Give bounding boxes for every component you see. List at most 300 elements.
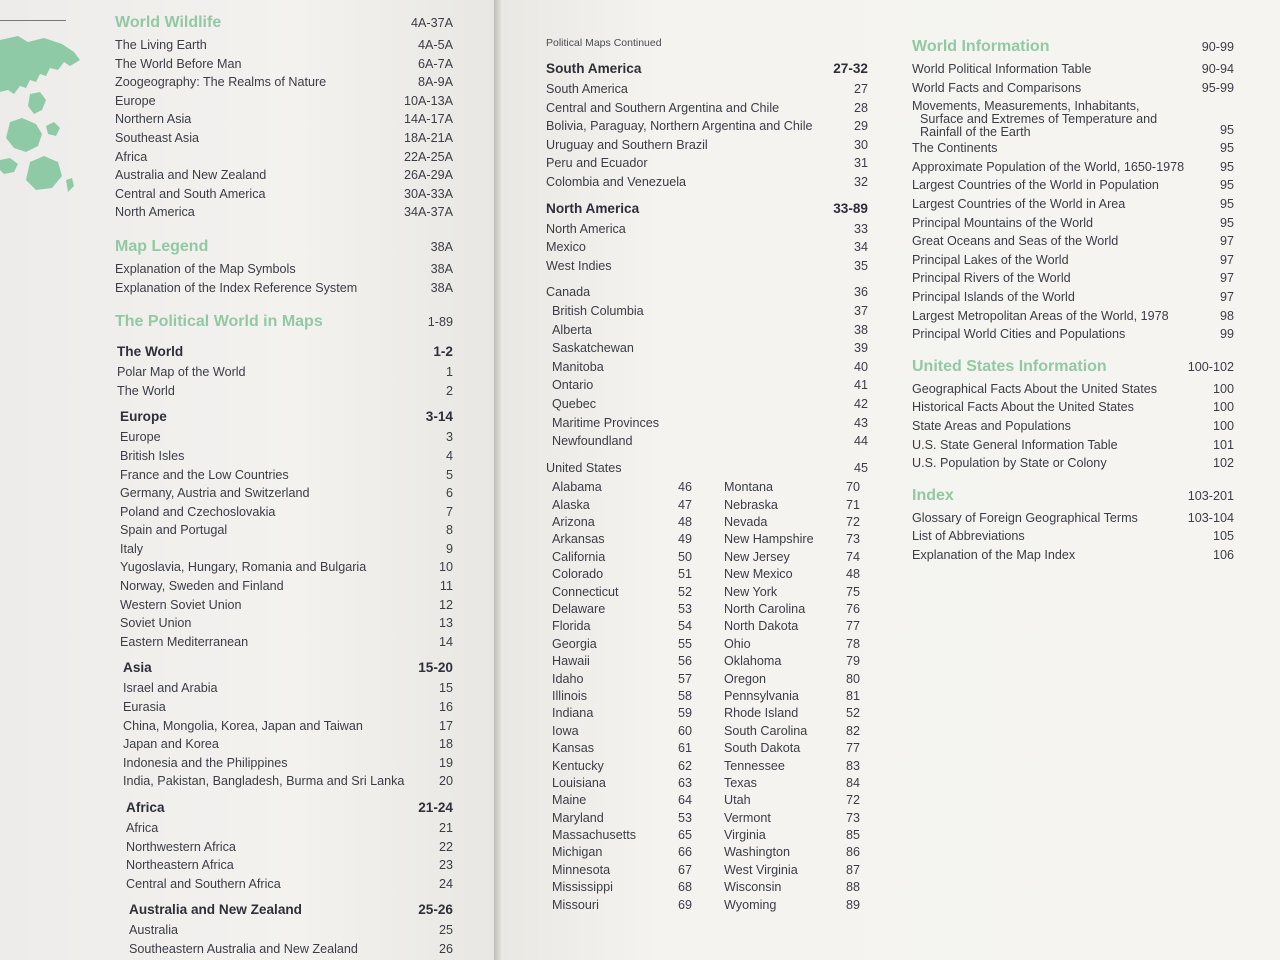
section-heading[interactable]: [912, 34, 1234, 60]
group-heading[interactable]: [546, 198, 868, 220]
group-heading[interactable]: [126, 797, 453, 819]
toc-entry[interactable]: [546, 154, 868, 173]
entry-page: 34A-37A: [403, 205, 453, 220]
entry-label: India, Pakistan, Bangladesh, Burma and Sri Lanka: [123, 774, 405, 789]
entry-label: Geographical Facts About the United States: [912, 381, 1158, 396]
state-entry[interactable]: [552, 618, 692, 635]
entry-page: 23: [438, 858, 453, 873]
state-entry[interactable]: [552, 514, 692, 531]
entry-label: South Carolina: [724, 723, 808, 738]
section-political-world: [115, 309, 453, 958]
toc-entry[interactable]: [912, 269, 1234, 288]
entry-label: Saskatchewan: [552, 341, 634, 356]
right-toc-column: [912, 34, 1234, 564]
state-entry[interactable]: [724, 827, 860, 844]
toc-entry[interactable]: [546, 136, 868, 155]
entry-label: Africa: [126, 800, 165, 815]
entry-label: Maryland: [552, 810, 604, 825]
entry-page: 30A-33A: [403, 186, 453, 201]
state-entry[interactable]: [724, 844, 860, 861]
state-entry[interactable]: [552, 862, 692, 879]
state-entry[interactable]: [552, 584, 692, 601]
entry-page: 3: [445, 430, 453, 445]
toc-entry[interactable]: [123, 754, 453, 773]
entry-label: State Areas and Populations: [912, 418, 1071, 433]
toc-entry[interactable]: [115, 129, 453, 148]
section-heading[interactable]: [115, 309, 453, 335]
toc-entry[interactable]: [120, 577, 453, 596]
entry-page: 103-201: [1187, 488, 1234, 503]
toc-entry[interactable]: [115, 110, 453, 129]
entry-label: Oregon: [724, 671, 767, 686]
state-entry[interactable]: [552, 879, 692, 896]
entry-page: 4: [445, 448, 453, 463]
toc-entry[interactable]: [120, 614, 453, 633]
toc-entry[interactable]: [126, 875, 453, 894]
state-entry[interactable]: [724, 810, 860, 827]
state-entry[interactable]: [552, 636, 692, 653]
entry-page: 99: [1219, 327, 1234, 342]
toc-entry[interactable]: [912, 509, 1234, 528]
toc-entry[interactable]: [120, 540, 453, 559]
toc-entry[interactable]: [120, 596, 453, 615]
toc-entry[interactable]: [115, 55, 453, 74]
toc-entry[interactable]: [115, 92, 453, 111]
toc-entry[interactable]: [546, 80, 868, 99]
toc-entry[interactable]: [912, 79, 1234, 98]
states-list: [546, 479, 868, 919]
state-entry[interactable]: [552, 723, 692, 740]
entry-page: 67: [677, 862, 692, 877]
entry-page: 101: [1212, 437, 1234, 452]
entry-label: Central and Southern Argentina and Chile: [546, 100, 780, 115]
state-entry[interactable]: [724, 862, 860, 879]
entry-page: 77: [845, 619, 860, 634]
entry-label: Northeastern Africa: [126, 858, 234, 873]
entry-label: Largest Metropolitan Areas of the World, 1978: [912, 308, 1169, 323]
state-entry[interactable]: [724, 723, 860, 740]
toc-entry[interactable]: [120, 484, 453, 503]
entry-page: 106: [1212, 547, 1234, 562]
state-entry[interactable]: [724, 549, 860, 566]
toc-group: [115, 899, 453, 958]
entry-page: 13: [438, 616, 453, 631]
middle-toc-column: [546, 34, 868, 919]
state-entry[interactable]: [724, 897, 860, 914]
toc-entry[interactable]: [120, 466, 453, 485]
entry-label: Missouri: [552, 897, 599, 912]
state-entry[interactable]: [724, 584, 860, 601]
state-entry[interactable]: [724, 688, 860, 705]
entry-label: Utah: [724, 793, 751, 808]
state-entry[interactable]: [552, 897, 692, 914]
toc-entry[interactable]: [115, 73, 453, 92]
state-entry[interactable]: [724, 566, 860, 583]
states-column-right: [724, 479, 860, 914]
entry-label: Wyoming: [724, 897, 777, 912]
group-heading[interactable]: [546, 459, 868, 478]
entry-label-line: Movements, Measurements, Inhabitants,: [912, 99, 1140, 114]
state-entry[interactable]: [724, 636, 860, 653]
section-heading[interactable]: [115, 234, 453, 260]
entry-label: Northwestern Africa: [126, 839, 236, 854]
toc-entry[interactable]: [115, 36, 453, 55]
toc-entry[interactable]: [546, 238, 868, 257]
continued-label: Political Maps Continued: [546, 37, 662, 49]
toc-entry[interactable]: [129, 940, 453, 959]
entry-page: 97: [1219, 234, 1234, 249]
entry-label: Glossary of Foreign Geographical Terms: [912, 510, 1138, 525]
state-entry[interactable]: [724, 531, 860, 548]
toc-entry[interactable]: [912, 195, 1234, 214]
entry-page: 54: [677, 619, 692, 634]
entry-page: 100: [1212, 381, 1234, 396]
state-entry[interactable]: [552, 775, 692, 792]
entry-label: The World: [117, 383, 175, 398]
entry-label: Indonesia and the Philippines: [123, 755, 288, 770]
state-entry[interactable]: [552, 688, 692, 705]
entry-page: 24: [438, 876, 453, 891]
entry-page: 95: [1219, 215, 1234, 230]
state-entry[interactable]: [724, 514, 860, 531]
toc-entry-multiline[interactable]: [912, 97, 1234, 139]
entry-label: Europe: [120, 409, 167, 425]
entry-page: 71: [845, 497, 860, 512]
entry-label: Uruguay and Southern Brazil: [546, 137, 708, 152]
entry-page: 95: [1219, 159, 1234, 174]
toc-entry[interactable]: [912, 398, 1234, 417]
entry-label: New York: [724, 584, 778, 599]
toc-entry[interactable]: [115, 260, 453, 279]
toc-entry[interactable]: [126, 856, 453, 875]
entry-page: 102: [1212, 456, 1234, 471]
toc-entry[interactable]: [546, 220, 868, 239]
toc-entry[interactable]: [126, 838, 453, 857]
entry-page: 44: [853, 434, 868, 449]
entry-page: 41: [853, 378, 868, 393]
toc-entry[interactable]: [912, 546, 1234, 565]
entry-label: U.S. State General Information Table: [912, 437, 1118, 452]
entry-label: Idaho: [552, 671, 584, 686]
toc-entry[interactable]: [115, 185, 453, 204]
entry-label: Massachusetts: [552, 828, 636, 843]
toc-entry[interactable]: [546, 414, 868, 433]
entry-label: Historical Facts About the United States: [912, 400, 1134, 415]
entry-page: 90-99: [1201, 40, 1234, 54]
entry-page: 28: [853, 100, 868, 115]
toc-entry[interactable]: [546, 339, 868, 358]
entry-page: 27: [853, 82, 868, 96]
entry-label: Northern Asia: [115, 112, 192, 127]
entry-page: 73: [845, 810, 860, 825]
entry-label: Soviet Union: [120, 616, 192, 631]
entry-label: Western Soviet Union: [120, 597, 242, 612]
state-entry[interactable]: [552, 601, 692, 618]
toc-entry[interactable]: [115, 148, 453, 167]
group-heading[interactable]: [117, 341, 453, 363]
entry-page: 17: [438, 718, 453, 733]
state-entry[interactable]: [552, 497, 692, 514]
entry-label: Italy: [120, 541, 144, 556]
entry-page: 9: [445, 541, 453, 556]
toc-entry[interactable]: [123, 698, 453, 717]
toc-entry[interactable]: [546, 358, 868, 377]
state-entry[interactable]: [552, 531, 692, 548]
state-entry[interactable]: [552, 740, 692, 757]
entry-label: Spain and Portugal: [120, 523, 228, 538]
entry-label: Colombia and Venezuela: [546, 174, 687, 189]
toc-entry[interactable]: [546, 302, 868, 321]
toc-entry[interactable]: [120, 633, 453, 652]
toc-entry[interactable]: [123, 735, 453, 754]
state-entry[interactable]: [552, 705, 692, 722]
group-heading[interactable]: [546, 283, 868, 302]
entry-label: Virginia: [724, 828, 766, 843]
entry-label: Minnesota: [552, 862, 611, 877]
toc-entry[interactable]: [912, 325, 1234, 344]
entry-page: 88: [845, 880, 860, 895]
entry-page: 52: [845, 706, 860, 721]
entry-page: 8: [445, 523, 453, 538]
toc-entry[interactable]: [123, 679, 453, 698]
state-entry[interactable]: [552, 792, 692, 809]
entry-page: 78: [845, 636, 860, 651]
entry-label: Indiana: [552, 706, 594, 721]
entry-page: 75: [845, 584, 860, 599]
state-entry[interactable]: [724, 671, 860, 688]
section-pages: 4A-37A: [410, 16, 453, 30]
toc-entry[interactable]: [546, 376, 868, 395]
entry-label: Principal Islands of the World: [912, 289, 1075, 304]
group-heading[interactable]: [123, 657, 453, 679]
toc-entry[interactable]: [546, 432, 868, 451]
toc-entry[interactable]: [546, 321, 868, 340]
entry-page: 1: [445, 365, 453, 380]
entry-page: 47: [677, 497, 692, 512]
entry-label: Central and Southern Africa: [126, 876, 281, 891]
entry-page: 100-102: [1187, 359, 1234, 374]
toc-entry[interactable]: [912, 158, 1234, 177]
toc-entry[interactable]: [912, 214, 1234, 233]
toc-group: [115, 657, 453, 791]
state-entry[interactable]: [724, 601, 860, 618]
state-entry[interactable]: [552, 671, 692, 688]
entry-page: 97: [1219, 271, 1234, 286]
entry-page: 95: [1219, 196, 1234, 211]
toc-entry[interactable]: [120, 503, 453, 522]
state-entry[interactable]: [724, 497, 860, 514]
entry-page: 100: [1212, 400, 1234, 415]
entry-label-line: Rainfall of the Earth: [920, 125, 1031, 140]
entry-page: 45: [853, 460, 868, 475]
right-page: [502, 0, 1280, 960]
state-entry[interactable]: [724, 758, 860, 775]
entry-label: Principal Mountains of the World: [912, 215, 1094, 230]
entry-page: 30: [853, 137, 868, 152]
entry-label: China, Mongolia, Korea, Japan and Taiwan: [123, 718, 363, 733]
entry-label: World Facts and Comparisons: [912, 80, 1082, 95]
state-entry[interactable]: [724, 879, 860, 896]
toc-entry[interactable]: [546, 117, 868, 136]
toc-entry[interactable]: [912, 251, 1234, 270]
toc-entry[interactable]: [115, 166, 453, 185]
states-column-left: [552, 479, 692, 914]
toc-entry[interactable]: [912, 307, 1234, 326]
entry-label: United States Information: [912, 357, 1107, 375]
entry-page: 4A-5A: [417, 38, 453, 52]
toc-entry[interactable]: [912, 454, 1234, 473]
toc-entry[interactable]: [912, 417, 1234, 436]
entry-page: 76: [845, 602, 860, 617]
entry-label: World Information: [912, 38, 1050, 55]
entry-page: 6: [445, 486, 453, 501]
toc-entry[interactable]: [120, 521, 453, 540]
entry-page: 81: [845, 688, 860, 703]
entry-label: Kentucky: [552, 758, 604, 773]
entry-label: Asia: [123, 660, 152, 676]
toc-entry[interactable]: [117, 382, 453, 401]
entry-label: British Columbia: [552, 303, 644, 318]
entry-page: 53: [677, 602, 692, 617]
entry-label: Polar Map of the World: [117, 365, 246, 380]
entry-label: North Dakota: [724, 619, 799, 634]
entry-page: 87: [845, 862, 860, 877]
entry-label: North Carolina: [724, 602, 806, 617]
entry-label: Principal Rivers of the World: [912, 271, 1071, 286]
entry-page: 95: [1219, 141, 1234, 156]
entry-page: 15-20: [418, 660, 453, 676]
section-title: The Political World in Maps: [115, 313, 323, 331]
entry-label: Louisiana: [552, 775, 606, 790]
toc-entry[interactable]: [115, 279, 453, 298]
toc-entry[interactable]: [546, 395, 868, 414]
entry-page: 59: [677, 706, 692, 721]
state-entry[interactable]: [724, 618, 860, 635]
entry-page: 11: [439, 579, 453, 594]
state-entry[interactable]: [724, 479, 860, 496]
state-entry[interactable]: [552, 653, 692, 670]
entry-label: List of Abbreviations: [912, 529, 1025, 544]
entry-label: New Mexico: [724, 567, 793, 582]
entry-page: 8A-9A: [417, 75, 453, 90]
toc-entry[interactable]: [912, 380, 1234, 399]
entry-page: 16: [438, 700, 453, 715]
section-heading[interactable]: [912, 483, 1234, 509]
group-heading[interactable]: [120, 406, 453, 428]
state-entry[interactable]: [724, 740, 860, 757]
entry-label: Manitoba: [552, 359, 604, 374]
toc-entry[interactable]: [120, 447, 453, 466]
entry-page: 79: [845, 654, 860, 669]
toc-entry[interactable]: [115, 203, 453, 222]
toc-entry[interactable]: [546, 173, 868, 192]
entry-page: 46: [677, 480, 692, 495]
state-entry[interactable]: [552, 827, 692, 844]
entry-label: Poland and Czechoslovakia: [120, 504, 276, 519]
toc-entry[interactable]: [123, 717, 453, 736]
toc-entry[interactable]: [912, 288, 1234, 307]
toc-entry[interactable]: [912, 436, 1234, 455]
toc-entry[interactable]: [912, 527, 1234, 546]
state-entry[interactable]: [552, 479, 692, 496]
entry-page: 61: [677, 741, 692, 756]
entry-page: 15: [438, 681, 453, 696]
toc-entry[interactable]: [912, 139, 1234, 158]
entry-page: 3-14: [425, 409, 453, 425]
entry-page: 36: [853, 285, 868, 300]
entry-page: 40: [853, 359, 868, 374]
entry-page: 22A-25A: [403, 149, 453, 164]
entry-label: Connecticut: [552, 584, 619, 599]
toc-entry[interactable]: [117, 363, 453, 382]
entry-label: Approximate Population of the World, 1650-1978: [912, 159, 1185, 174]
entry-label: Central and South America: [115, 186, 266, 201]
group-heading[interactable]: [129, 899, 453, 921]
entry-page: 89: [845, 897, 860, 912]
toc-entry[interactable]: [912, 60, 1234, 79]
entry-page: 43: [853, 415, 868, 430]
toc-entry[interactable]: [120, 558, 453, 577]
entry-label: Germany, Austria and Switzerland: [120, 486, 310, 501]
section-heading[interactable]: [912, 354, 1234, 380]
entry-page: 73: [845, 532, 860, 547]
entry-page: 72: [845, 793, 860, 808]
entry-label: Kansas: [552, 741, 595, 756]
entry-label-line: Surface and Extremes of Temperature and: [920, 112, 1158, 127]
section-world-wildlife: [115, 10, 453, 222]
toc-entry[interactable]: [912, 176, 1234, 195]
entry-label: The Living Earth: [115, 38, 207, 52]
entry-page: 69: [677, 897, 692, 912]
entry-page: 48: [677, 515, 692, 530]
toc-entry[interactable]: [546, 99, 868, 118]
state-entry[interactable]: [724, 705, 860, 722]
entry-label: Israel and Arabia: [123, 681, 218, 696]
section-heading[interactable]: [115, 10, 453, 36]
toc-entry[interactable]: [129, 921, 453, 940]
entry-label: Maritime Provinces: [552, 415, 660, 430]
state-entry[interactable]: [724, 775, 860, 792]
entry-label: Arizona: [552, 515, 595, 530]
entry-page: 27-32: [833, 61, 868, 76]
state-entry[interactable]: [552, 549, 692, 566]
entry-page: 37: [853, 303, 868, 318]
entry-label: Bolivia, Paraguay, Northern Argentina and Chile: [546, 119, 813, 134]
toc-entry[interactable]: [546, 257, 868, 276]
state-entry[interactable]: [724, 792, 860, 809]
state-entry[interactable]: [552, 810, 692, 827]
group-heading[interactable]: [546, 58, 868, 80]
entry-page: 31: [853, 156, 868, 171]
toc-entry[interactable]: [126, 819, 453, 838]
entry-label: West Virginia: [724, 862, 798, 877]
state-entry[interactable]: [552, 566, 692, 583]
entry-page: 18: [438, 737, 453, 752]
toc-entry[interactable]: [912, 232, 1234, 251]
entry-label: Europe: [120, 430, 161, 445]
state-entry[interactable]: [724, 653, 860, 670]
entry-page: 25: [438, 923, 453, 938]
toc-entry[interactable]: [120, 428, 453, 447]
state-entry[interactable]: [552, 758, 692, 775]
entry-page: 21: [438, 821, 453, 835]
entry-label: Quebec: [552, 396, 597, 411]
toc-entry[interactable]: [123, 772, 453, 791]
state-entry[interactable]: [552, 844, 692, 861]
entry-page: 70: [845, 480, 860, 495]
entry-page: 29: [853, 119, 868, 134]
entry-page: 58: [677, 688, 692, 703]
